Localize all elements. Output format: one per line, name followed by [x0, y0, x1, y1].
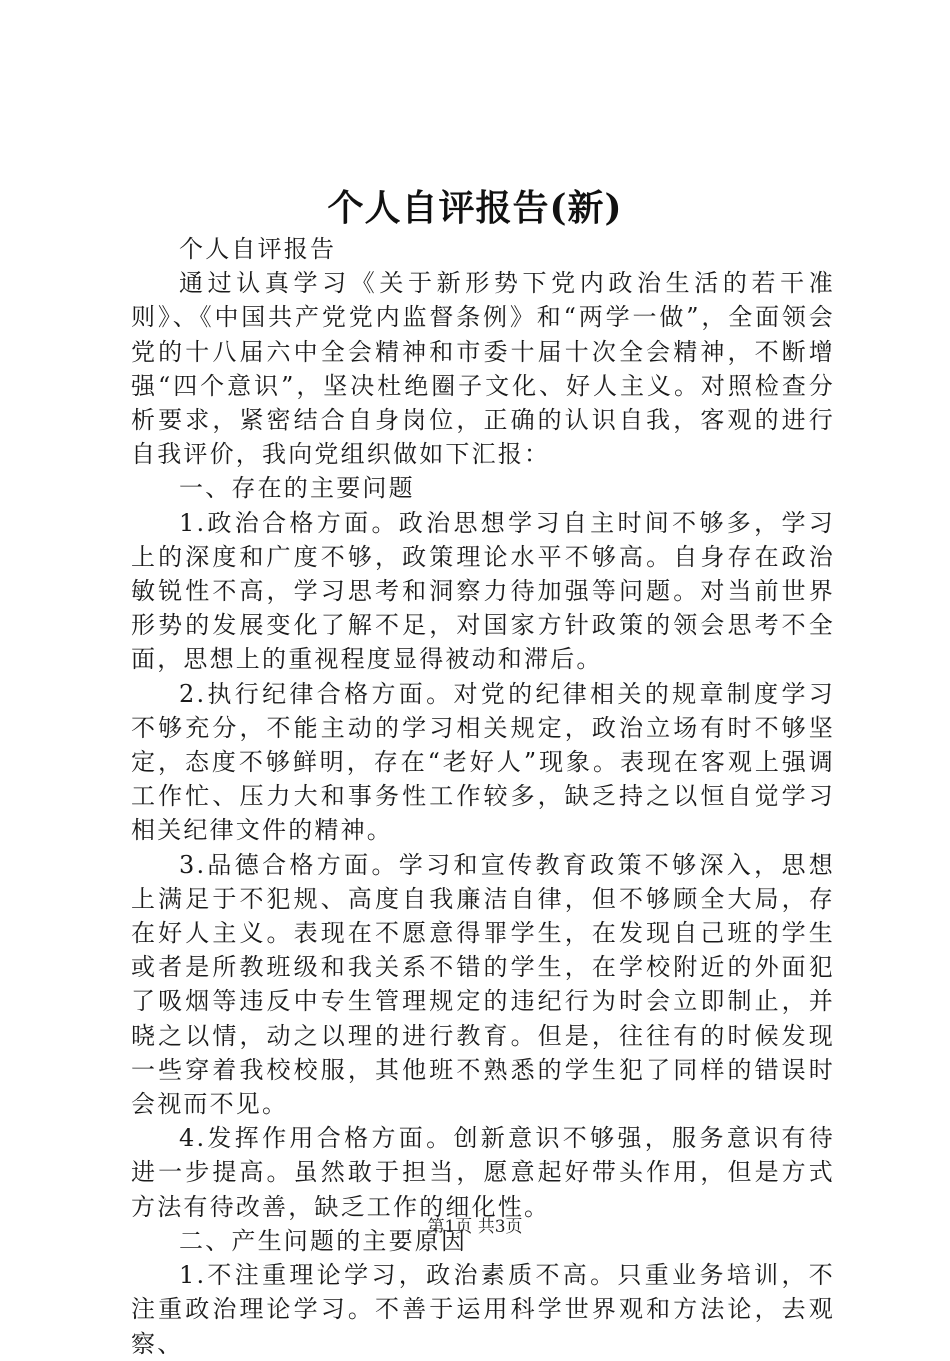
problem-item-discipline: 2.执行纪律合格方面。对党的纪律相关的规章制度学习不够充分，不能主动的学习相关规定，政治立场有时不够坚定，态度不够鲜明，存在“老好人”现象。表现在客观上强调工作忙、压力大和事务性工作较多，缺乏持之以恒自觉学习相关纪律文件的精神。 — [131, 679, 835, 845]
section-heading-causes: 二、产生问题的主要原因 — [179, 1226, 468, 1255]
intro-paragraph: 通过认真学习《关于新形势下党内政治生活的若干准则》、《中国共产党党内监督条例》和“两学一做”，全面领会党的十八届六中全会精神和市委十届十次全会精神，不断增强“四个意识”，坚决杜绝圈子文化、好人主义。对照检查分析要求，紧密结合自身岗位，正确的认识自我，客观的进行自我评价，我向党组织做如下汇报： — [131, 269, 835, 469]
document-body — [131, 232, 835, 1361]
problem-item-role: 4.发挥作用合格方面。创新意识不够强，服务意识有待进一步提高。虽然敢于担当，愿意起好带头作用，但是方式方法有待改善，缺乏工作的细化性。 — [131, 1124, 835, 1221]
page-number-footer: 第1页 共3页 — [427, 1217, 523, 1237]
document-title: 个人自评报告(新) — [327, 187, 623, 229]
section-heading-problems: 一、存在的主要问题 — [179, 474, 415, 503]
problem-item-morality: 3.品德合格方面。学习和宣传教育政策不够深入，思想上满足于不犯规、高度自我廉洁自律，但不够顾全大局，存在好人主义。表现在不愿意得罪学生，在发现自己班的学生或者是所教班级和我关系不错的学生，在学校附近的外面犯了吸烟等违反中专生管理规定的违纪行为时会立即制止，并晓之以情，动之以理的进行教育。但是，往往有的时候发现一些穿着我校校服，其他班不熟悉的学生犯了同样的错误时会视而不见。 — [131, 850, 835, 1119]
cause-item-theory: 1.不注重理论学习，政治素质不高。只重业务培训，不注重政治理论学习。不善于运用科学世界观和方法论，去观察、 — [131, 1261, 835, 1358]
problem-item-political: 1.政治合格方面。政治思想学习自主时间不够多，学习上的深度和广度不够，政策理论水平不够高。自身存在政治敏锐性不高，学习思考和洞察力待加强等问题。对当前世界形势的发展变化了解不足，对国家方针政策的领会思考不全面，思想上的重视程度显得被动和滞后。 — [131, 508, 835, 674]
subtitle-paragraph: 个人自评报告 — [179, 235, 337, 263]
